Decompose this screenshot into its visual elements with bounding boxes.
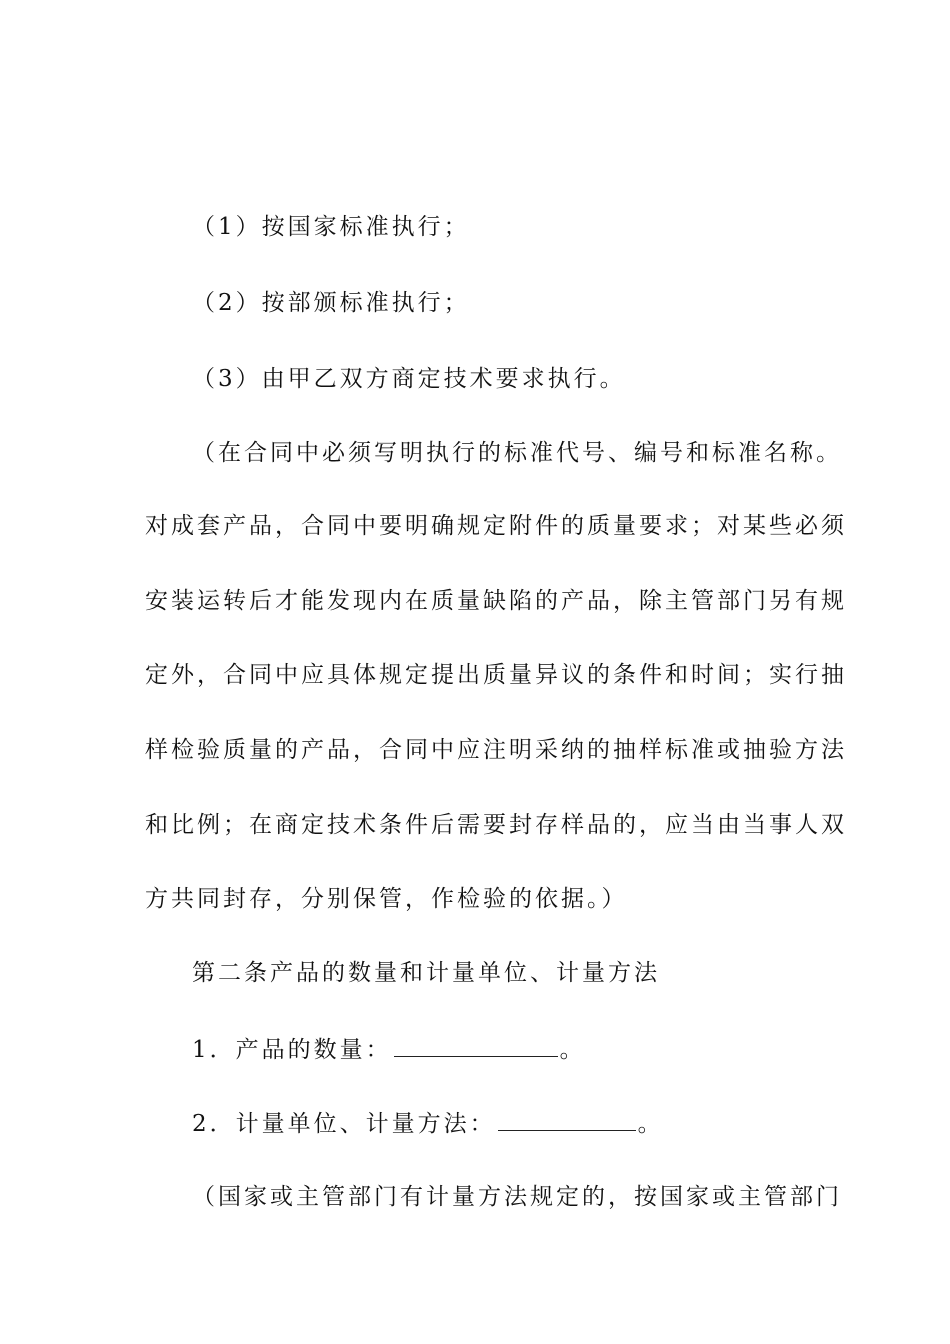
blank-line — [498, 1108, 636, 1131]
field-label: 2．计量单位、计量方法： — [192, 1111, 496, 1137]
field-product-quantity — [192, 1034, 586, 1065]
field-unit-method — [192, 1108, 664, 1139]
field-end: 。 — [559, 1037, 586, 1063]
field-label: 1．产品的数量： — [192, 1037, 392, 1063]
note-paragraph-line: （在合同中必须写明执行的标准代号、编号和标准名称。 — [192, 440, 842, 466]
note-paragraph-line: 对成套产品，合同中要明确规定附件的质量要求；对某些必须 — [145, 513, 847, 539]
note-paragraph-line: 方共同封存，分别保管，作检验的依据。） — [145, 886, 628, 912]
field-end: 。 — [637, 1111, 664, 1137]
note-paragraph-line: 定外，合同中应具体规定提出质量异议的条件和时间；实行抽 — [145, 662, 847, 688]
article-heading: 第二条产品的数量和计量单位、计量方法 — [192, 960, 660, 986]
trailing-paragraph-line: （国家或主管部门有计量方法规定的，按国家或主管部门 — [192, 1184, 842, 1210]
list-item-negotiated-requirements: （3）由甲乙双方商定技术要求执行。 — [192, 366, 626, 392]
list-item-national-standard: （1）按国家标准执行； — [192, 214, 470, 240]
note-paragraph-line: 安装运转后才能发现内在质量缺陷的产品，除主管部门另有规 — [145, 588, 847, 614]
note-paragraph-line: 样检验质量的产品，合同中应注明采纳的抽样标准或抽验方法 — [145, 737, 847, 763]
list-item-ministry-standard: （2）按部颁标准执行； — [192, 290, 470, 316]
note-paragraph-line: 和比例；在商定技术条件后需要封存样品的，应当由当事人双 — [145, 812, 847, 838]
blank-line — [394, 1034, 558, 1057]
